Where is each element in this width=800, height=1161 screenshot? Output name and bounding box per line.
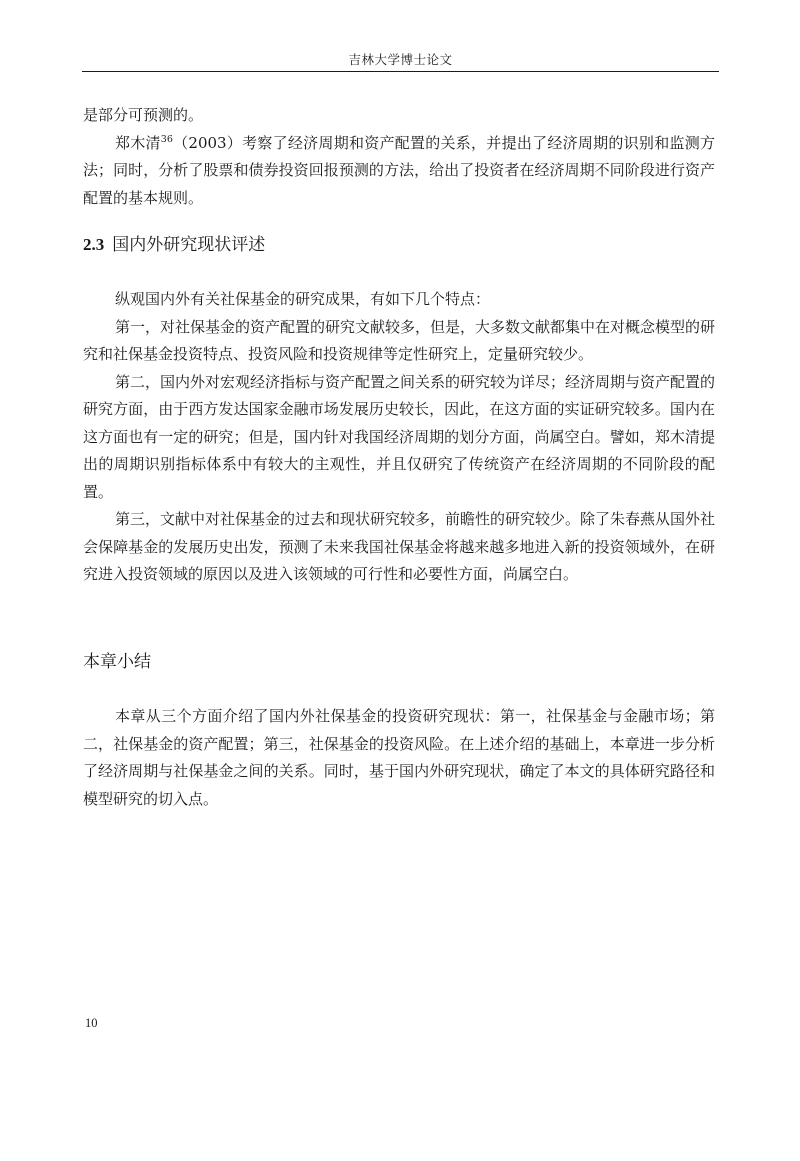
intro-block	[83, 102, 715, 212]
section-paragraph-4: 第三，文献中对社保基金的过去和现状研究较多，前瞻性的研究较少。除了朱春燕从国外社会保障基金的发展历史出发，预测了未来我国社保基金将越来越多地进入新的投资领域外，在研究进入投资领域的原因以及进入该领域的可行性和必要性方面，尚属空白。	[83, 510, 716, 583]
intro-text: （2003）考察了经济周期和资产配置的关系，并提出了经济周期的识别和监测方法；同时，分析了股票和债券投资回报预测的方法，给出了投资者在经济周期不同阶段进行资产配置的基本规则。	[83, 133, 715, 207]
summary-paragraph: 本章从三个方面介绍了国内外社保基金的投资研究现状：第一，社保基金与金融市场；第二，社保基金的资产配置；第三，社保基金的投资风险。在上述介绍的基础上，本章进一步分析了经济周期与社保基金之间的关系。同时，基于国内外研究现状，确定了本文的具体研究路径和模型研究的切入点。	[83, 707, 715, 808]
section-paragraph-1: 纵观国内外有关社保基金的研究成果，有如下几个特点：	[115, 290, 491, 308]
summary-heading: 本章小结	[83, 652, 151, 672]
section-title: 国内外研究现状评述	[112, 235, 266, 255]
intro-continuation: 是部分可预测的。	[83, 106, 204, 124]
intro-paragraph	[83, 130, 715, 213]
section-number: 2.3	[83, 235, 105, 254]
intro-author: 郑木清	[115, 133, 161, 152]
page-number: 10	[85, 1016, 98, 1030]
running-header: 吉林大学博士论文	[348, 52, 453, 67]
section-paragraph-2: 第一，对社保基金的资产配置的研究文献较多，但是，大多数文献都集中在对概念模型的研究和社保基金投资特点、投资风险和投资规律等定性研究上，定量研究较少。	[83, 317, 716, 363]
section-paragraph-3: 第二，国内外对宏观经济指标与资产配置之间关系的研究较为详尽；经济周期与资产配置的研究方面，由于西方发达国家金融市场发展历史较长，因此，在这方面的实证研究较多。国内在这方面也有一定的研究；但是，国内针对我国经济周期的划分方面，尚属空白。譬如，郑木清提出的周期识别指标体系中有较大的主观性，并且仅研究了传统资产在经济周期的不同阶段的配置。	[83, 372, 716, 501]
section-body	[83, 286, 715, 589]
summary-body	[83, 703, 715, 813]
section-heading	[83, 233, 265, 257]
header-rule	[82, 71, 719, 72]
citation-superscript: 36	[160, 133, 173, 145]
